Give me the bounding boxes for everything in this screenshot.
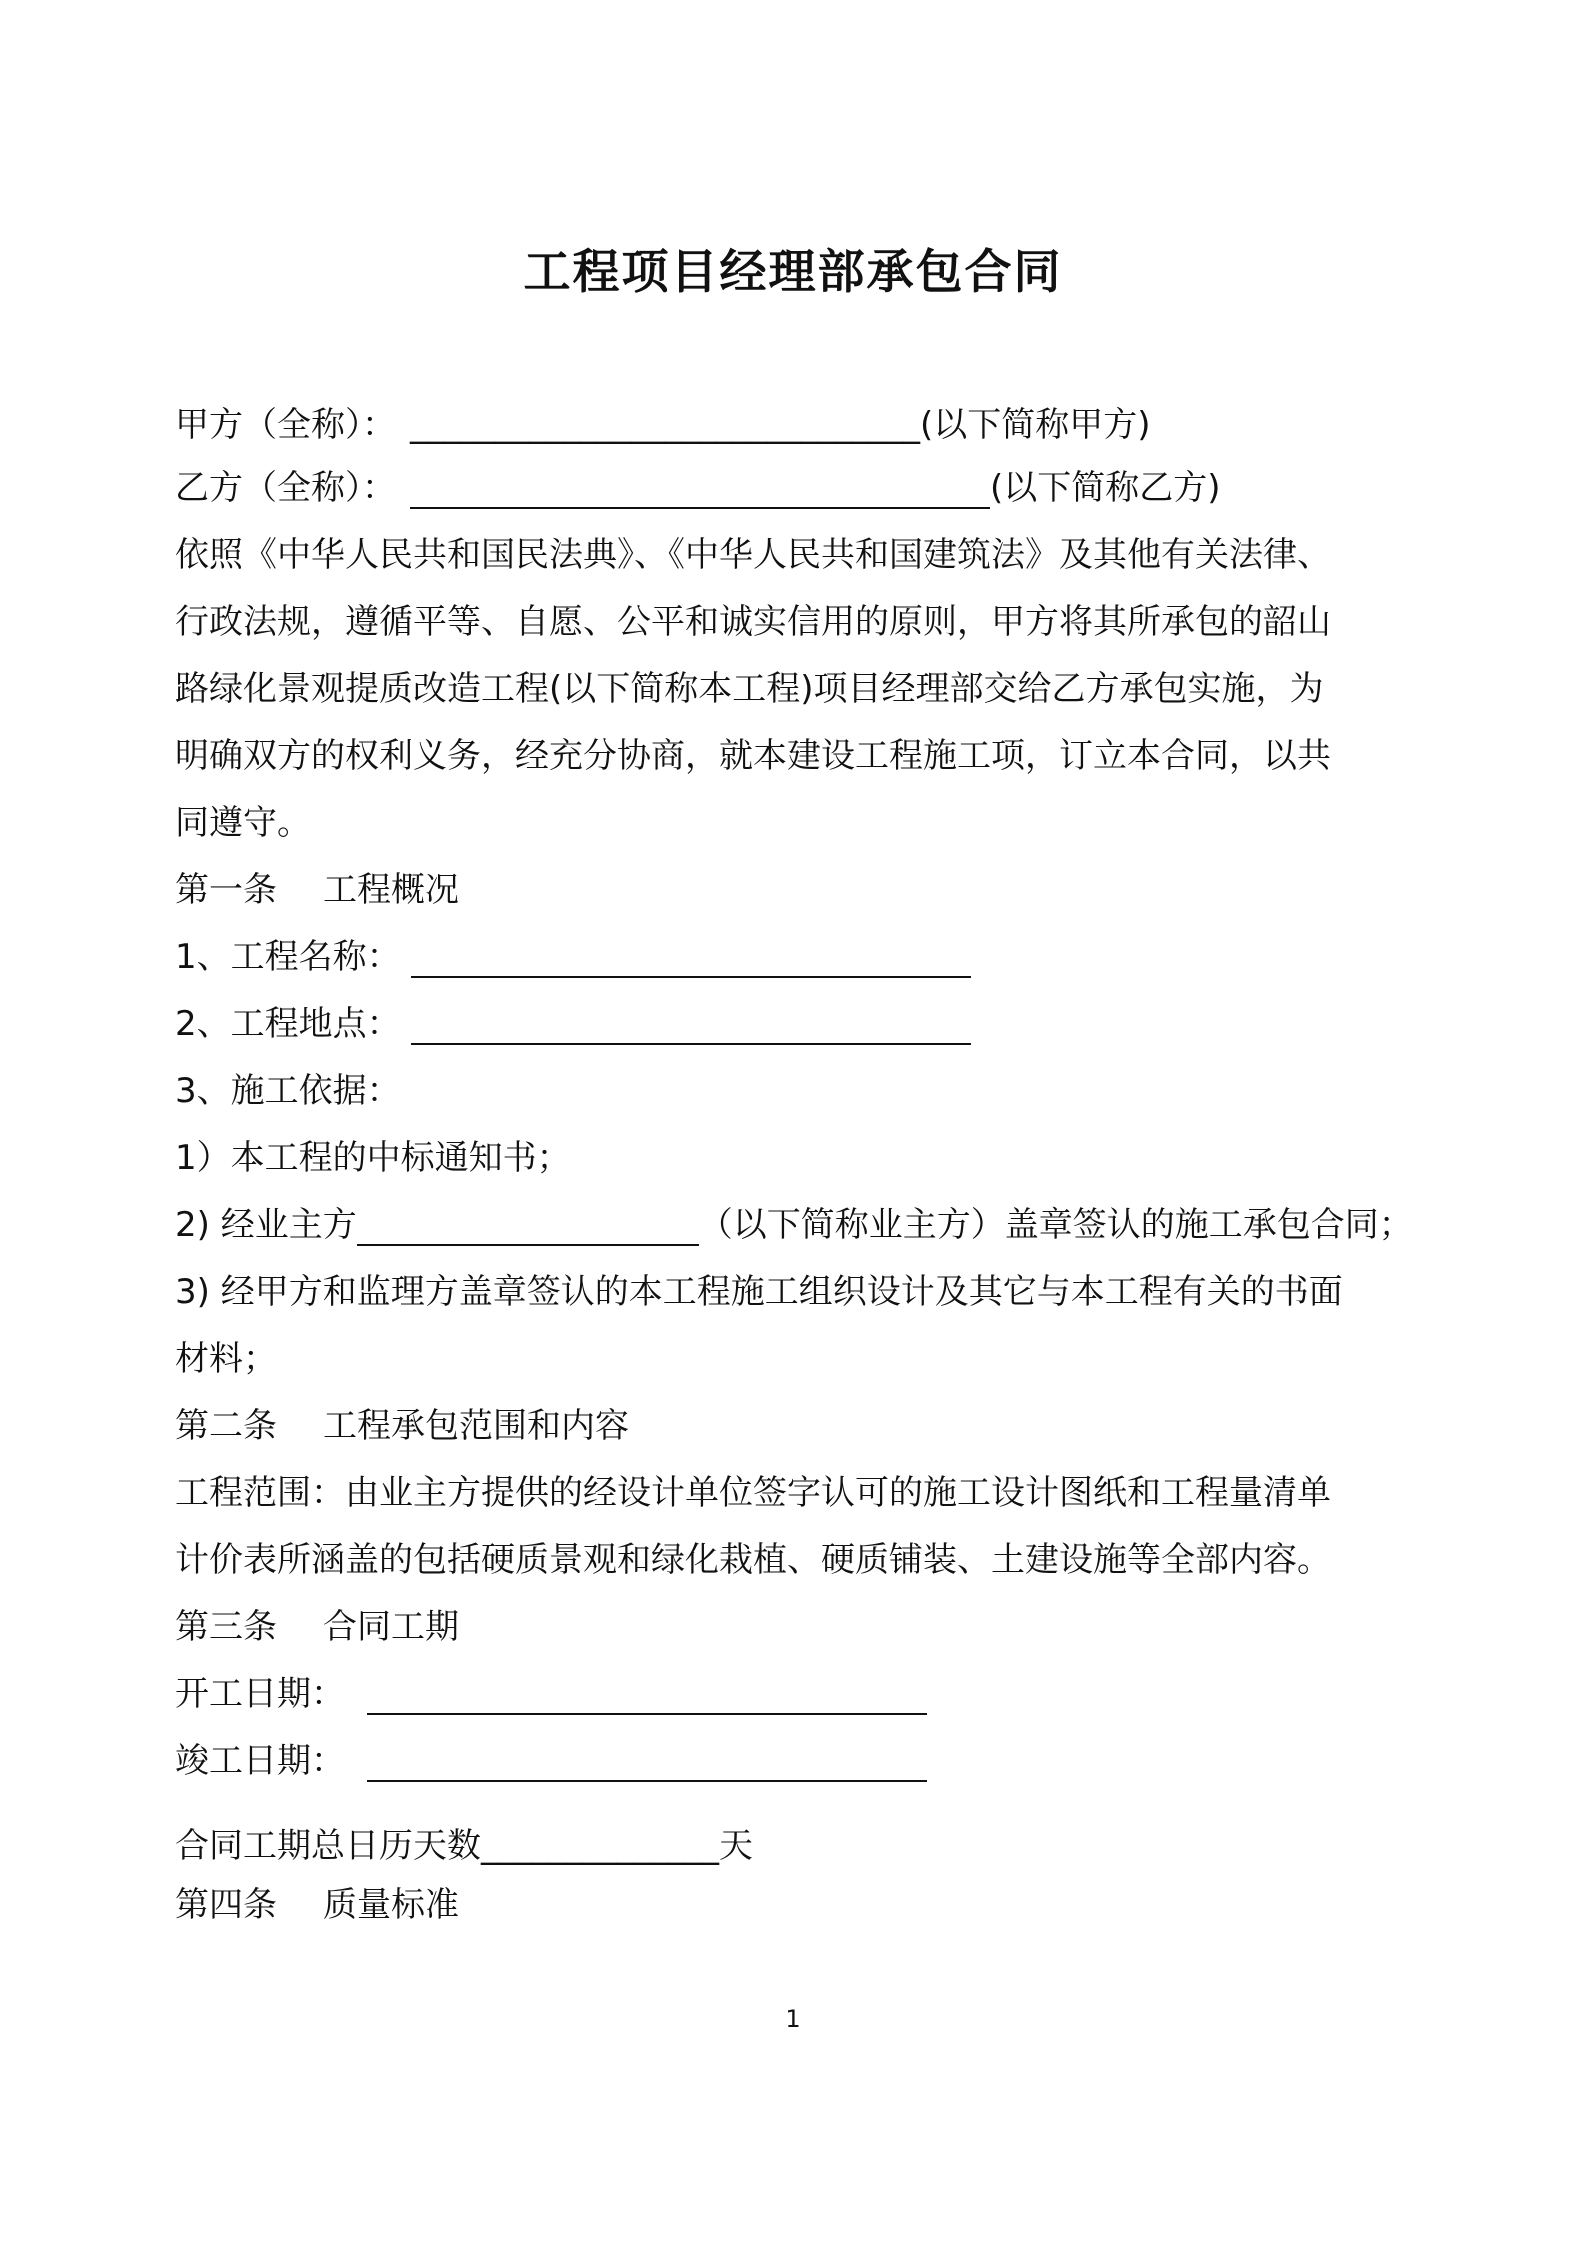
owner-blank	[357, 1204, 699, 1246]
party-b-blank	[410, 467, 990, 509]
project-location-line	[175, 999, 1455, 1049]
end-date-line	[175, 1736, 1455, 1786]
party-a-blank: ______________________________	[410, 405, 920, 445]
end-date-label: 竣工日期：	[175, 1741, 345, 1781]
total-days-line	[175, 1821, 1455, 1871]
end-date-blank	[367, 1740, 927, 1782]
total-days-blank: ______________	[481, 1826, 719, 1866]
start-date-label: 开工日期：	[175, 1674, 345, 1714]
basis-item-2-prefix: 2) 经业主方	[175, 1205, 357, 1245]
preamble-line-3: 路绿化景观提质改造工程(以下简称本工程)项目经理部交给乙方承包实施，为	[175, 669, 1324, 709]
basis-item-3-line-2: 材料；	[175, 1339, 277, 1379]
start-date-blank	[367, 1673, 927, 1715]
start-date-line	[175, 1669, 1455, 1719]
basis-item-2-suffix: （以下简称业主方）盖章签认的施工承包合同；	[698, 1205, 1413, 1245]
party-a-suffix: (以下简称甲方)	[920, 405, 1151, 445]
project-name-label: 1、工程名称：	[175, 937, 401, 977]
basis-item-1: 1）本工程的中标通知书；	[175, 1138, 571, 1178]
party-b-label: 乙方（全称）：	[175, 468, 396, 508]
total-days-suffix: 天	[719, 1826, 753, 1866]
preamble-line-1: 依照《中华人民共和国民法典》、《中华人民共和国建筑法》及其他有关法律、	[175, 535, 1331, 575]
article-2-heading	[175, 1401, 1455, 1451]
article-2-title: 工程承包范围和内容	[323, 1406, 629, 1446]
preamble-line-5: 同遵守。	[175, 803, 311, 843]
article-1-heading	[175, 865, 1455, 915]
article-4-title: 质量标准	[323, 1885, 459, 1925]
project-location-label: 2、工程地点：	[175, 1004, 401, 1044]
basis-item-3-line-1: 3) 经甲方和监理方盖章签认的本工程施工组织设计及其它与本工程有关的书面	[175, 1272, 1343, 1312]
article-3-heading	[175, 1602, 1455, 1652]
page-number: 1	[785, 2005, 801, 2033]
party-b-line	[175, 463, 1455, 513]
article-2-number: 第二条	[175, 1406, 277, 1446]
party-a-line	[175, 400, 1455, 450]
party-a-label: 甲方（全称）：	[175, 405, 396, 445]
construction-basis-label: 3、施工依据：	[175, 1071, 401, 1111]
article-1-title: 工程概况	[323, 870, 459, 910]
article-3-number: 第三条	[175, 1607, 277, 1647]
total-days-prefix: 合同工期总日历天数	[175, 1826, 481, 1866]
scope-line-2: 计价表所涵盖的包括硬质景观和绿化栽植、硬质铺装、土建设施等全部内容。	[175, 1540, 1331, 1580]
article-4-heading	[175, 1880, 1455, 1930]
project-location-blank	[411, 1003, 971, 1045]
project-name-line	[175, 932, 1455, 982]
article-4-number: 第四条	[175, 1885, 277, 1925]
preamble-line-2: 行政法规，遵循平等、自愿、公平和诚实信用的原则，甲方将其所承包的韶山	[175, 602, 1331, 642]
document-title: 工程项目经理部承包合同	[523, 245, 1063, 300]
basis-item-2	[175, 1200, 1455, 1250]
project-name-blank	[411, 936, 971, 978]
scope-line-1: 工程范围：由业主方提供的经设计单位签字认可的施工设计图纸和工程量清单	[175, 1473, 1331, 1513]
article-3-title: 合同工期	[323, 1607, 459, 1647]
article-1-number: 第一条	[175, 870, 277, 910]
preamble-line-4: 明确双方的权利义务，经充分协商，就本建设工程施工项，订立本合同，以共	[175, 736, 1331, 776]
party-b-suffix: (以下简称乙方)	[990, 468, 1221, 508]
